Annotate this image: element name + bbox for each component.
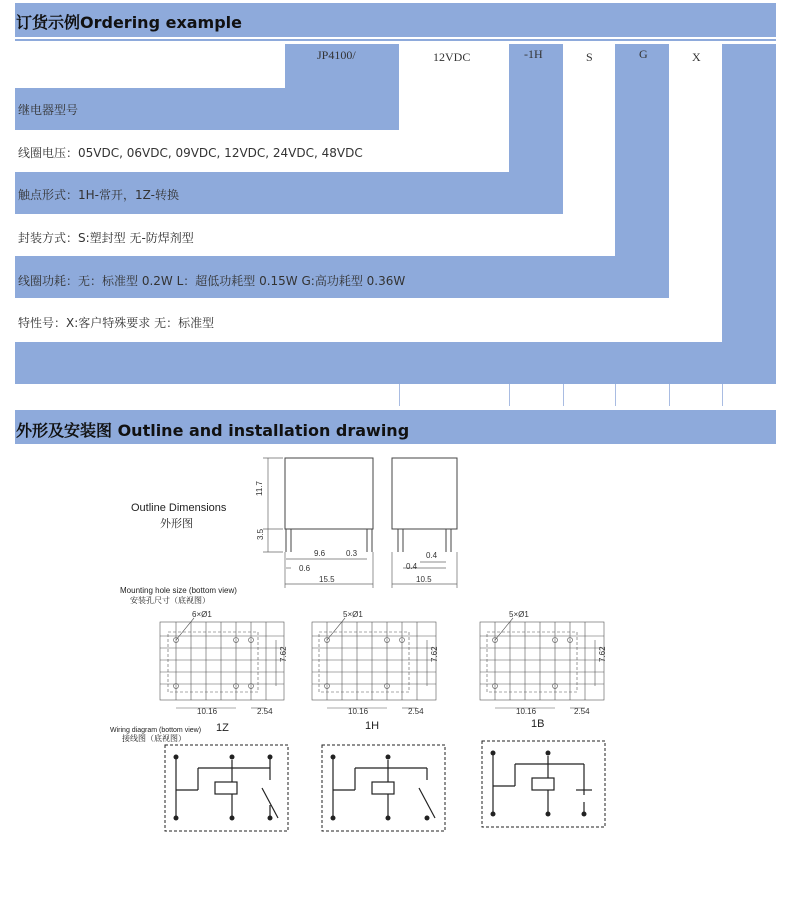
wiring-1z-pin bbox=[230, 816, 235, 821]
dim-length: 15.5 bbox=[319, 575, 335, 584]
code-voltage: 12VDC bbox=[433, 50, 471, 64]
dim-offset: 0.6 bbox=[299, 564, 311, 573]
mount-label-en: Mounting hole size (bottom view) bbox=[120, 586, 237, 595]
grid-line bbox=[722, 384, 723, 406]
mount-1b-254: 2.54 bbox=[574, 707, 590, 716]
code-model: JP4100/ bbox=[317, 48, 356, 62]
wiring-1z-pin bbox=[230, 755, 235, 760]
mount-1z-254: 2.54 bbox=[257, 707, 273, 716]
dim-pin-thick: 0.3 bbox=[346, 549, 358, 558]
dim-pitch: 9.6 bbox=[314, 549, 326, 558]
wiring-diagram-1b bbox=[482, 741, 605, 827]
row-block-power-top bbox=[615, 44, 669, 256]
wiring-1h-pin bbox=[386, 755, 391, 760]
wiring-1z-pin bbox=[268, 755, 273, 760]
mount-1h-holes: 5×Ø1 bbox=[343, 610, 363, 619]
row-block-bottom bbox=[15, 342, 776, 384]
mount-label-cn: 安装孔尺寸（底视图） bbox=[130, 596, 210, 605]
code-power: G bbox=[639, 47, 648, 61]
dim-side-thick: 0.4 bbox=[426, 551, 438, 560]
row-feature: 特性号：X:客户特殊要求 无：标准型 bbox=[18, 316, 215, 330]
row-block-contact-top bbox=[509, 44, 563, 172]
wiring-1b-pin bbox=[491, 812, 496, 817]
row-power: 线圈功耗：无：标准型 0.2W L：超低功耗型 0.15W G:高功耗型 0.36W bbox=[18, 274, 406, 288]
code-contact: -1H bbox=[524, 47, 543, 61]
wiring-1h-pin bbox=[331, 816, 336, 821]
dim-height: 11.7 bbox=[255, 481, 264, 496]
wiring-1b-pin bbox=[582, 812, 587, 817]
grid-line bbox=[509, 384, 510, 406]
mount-1h-1016: 10.16 bbox=[348, 707, 369, 716]
row-model: 继电器型号 bbox=[18, 103, 79, 117]
grid-line bbox=[563, 384, 564, 406]
ordering-title-rule bbox=[15, 39, 776, 41]
grid-line bbox=[669, 384, 670, 406]
mount-1z-1016: 10.16 bbox=[197, 707, 218, 716]
code-feature: X bbox=[692, 50, 701, 64]
row-block-feature-top bbox=[722, 44, 776, 342]
mount-1b-1016: 10.16 bbox=[516, 707, 537, 716]
outline-dims-label-cn: 外形图 bbox=[160, 517, 193, 530]
mount-1z-762: 7.62 bbox=[279, 646, 288, 662]
ordering-title: 订货示例Ordering example bbox=[16, 13, 243, 32]
outline-dims-label-en: Outline Dimensions bbox=[131, 502, 227, 514]
variant-label-1b: 1B bbox=[531, 718, 545, 730]
wiring-1h-pin bbox=[425, 816, 430, 821]
dim-width: 10.5 bbox=[416, 575, 432, 584]
relay-side-view bbox=[392, 458, 457, 529]
wiring-1z-pin bbox=[174, 816, 179, 821]
wiring-1h-pin bbox=[386, 816, 391, 821]
mount-1h-254: 2.54 bbox=[408, 707, 424, 716]
code-package: S bbox=[586, 50, 593, 64]
grid-line bbox=[615, 384, 616, 406]
mount-1b-holes: 5×Ø1 bbox=[509, 610, 529, 619]
mount-diagram-1h bbox=[312, 618, 436, 708]
wiring-1h-pin bbox=[331, 755, 336, 760]
wiring-1b-pin bbox=[491, 751, 496, 756]
wiring-label-en: Wiring diagram (bottom view) bbox=[110, 727, 202, 734]
wiring-1b-pin bbox=[546, 812, 551, 817]
outline-drawing bbox=[0, 450, 790, 850]
dim-side-pin: 0.4 bbox=[406, 562, 418, 571]
wiring-1z-pin bbox=[268, 816, 273, 821]
row-voltage: 线圈电压：05VDC, 06VDC, 09VDC, 12VDC, 24VDC, 48VDC bbox=[18, 146, 363, 160]
variant-label-1z: 1Z bbox=[216, 722, 229, 734]
relay-front-view bbox=[285, 458, 373, 529]
mount-diagram-1b bbox=[480, 618, 604, 708]
wiring-1z-pin bbox=[174, 755, 179, 760]
wiring-label-cn: 接线图（底视图） bbox=[122, 734, 186, 743]
mount-1b-762: 7.62 bbox=[598, 646, 607, 662]
mount-diagram-1z bbox=[160, 618, 284, 708]
dim-pin-length: 3.5 bbox=[256, 528, 265, 540]
mount-1h-762: 7.62 bbox=[430, 646, 439, 662]
wiring-1b-pin bbox=[546, 751, 551, 756]
row-contact: 触点形式：1H-常开，1Z-转换 bbox=[18, 188, 179, 202]
grid-line bbox=[399, 384, 400, 406]
variant-label-1h: 1H bbox=[365, 720, 380, 732]
mount-1z-holes: 6×Ø1 bbox=[192, 610, 212, 619]
row-package: 封装方式：S:塑封型 无-防焊剂型 bbox=[18, 231, 194, 245]
outline-title: 外形及安装图 Outline and installation drawing bbox=[16, 421, 410, 440]
